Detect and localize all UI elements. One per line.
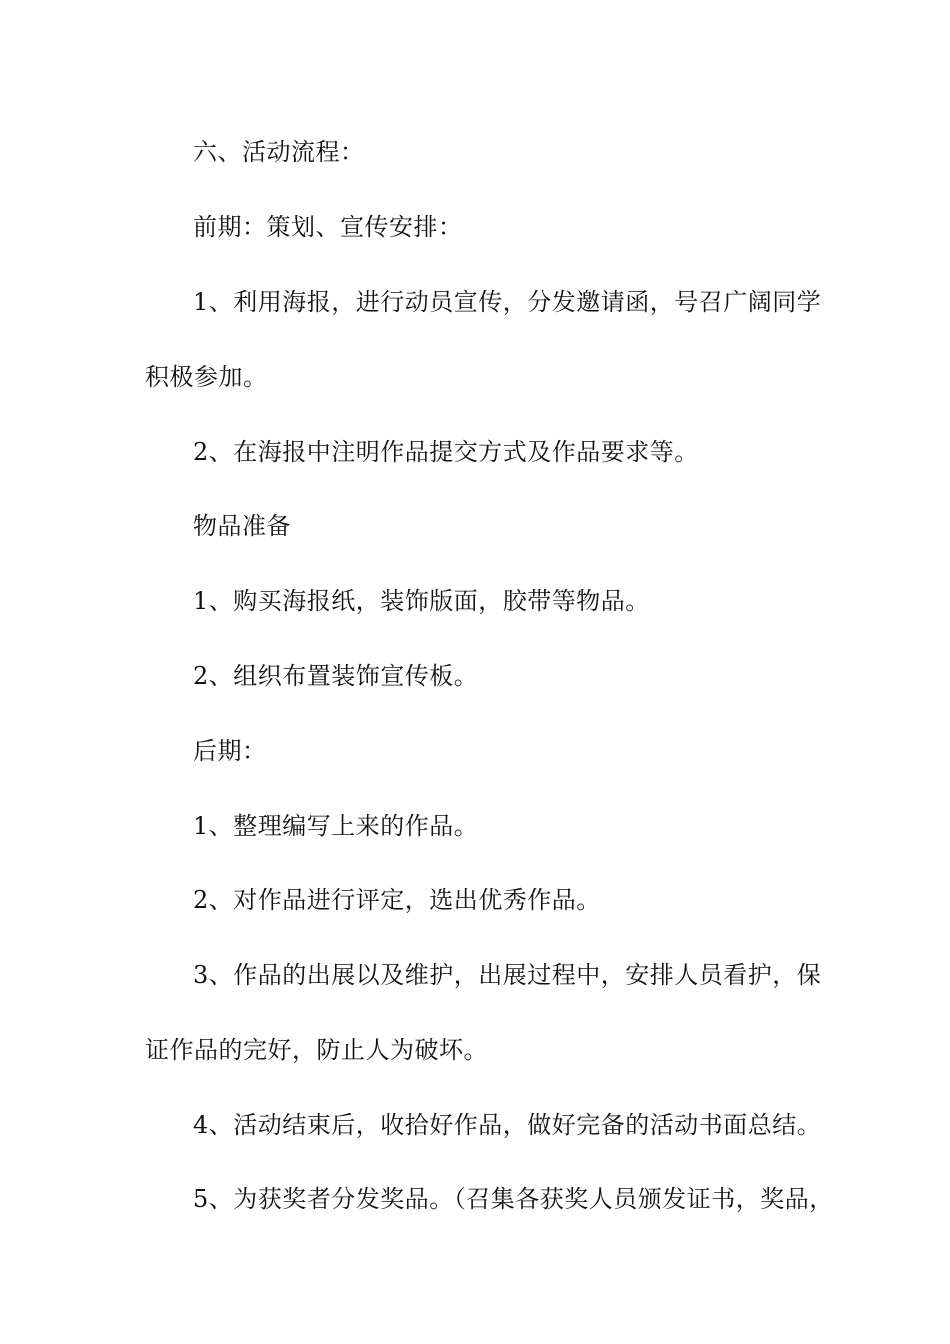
paragraph-line: 1、利用海报，进行动员宣传，分发邀请函，号召广阔同学 (193, 288, 822, 316)
paragraph-line: 1、购买海报纸，装饰版面，胶带等物品。 (193, 587, 650, 615)
paragraph-line: 5、为获奖者分发奖品。（召集各获奖人员颁发证书，奖品， (193, 1185, 834, 1213)
paragraph-line: 2、组织布置装饰宣传板。 (193, 662, 479, 690)
paragraph-line: 积极参加。 (145, 363, 268, 391)
subsection-heading: 物品准备 (193, 512, 291, 540)
paragraph-line: 2、对作品进行评定，选出优秀作品。 (193, 886, 601, 914)
paragraph-line: 2、在海报中注明作品提交方式及作品要求等。 (193, 438, 699, 466)
section-heading: 六、活动流程： (193, 138, 365, 166)
subsection-heading: 后期： (193, 737, 267, 765)
paragraph-line: 3、作品的出展以及维护，出展过程中，安排人员看护，保 (193, 961, 822, 989)
paragraph-line: 4、活动结束后，收拾好作品，做好完备的活动书面总结。 (193, 1111, 822, 1139)
subsection-heading: 前期：策划、宣传安排： (193, 213, 463, 241)
paragraph-line: 1、整理编写上来的作品。 (193, 812, 479, 840)
paragraph-line: 证作品的完好，防止人为破坏。 (145, 1036, 488, 1064)
